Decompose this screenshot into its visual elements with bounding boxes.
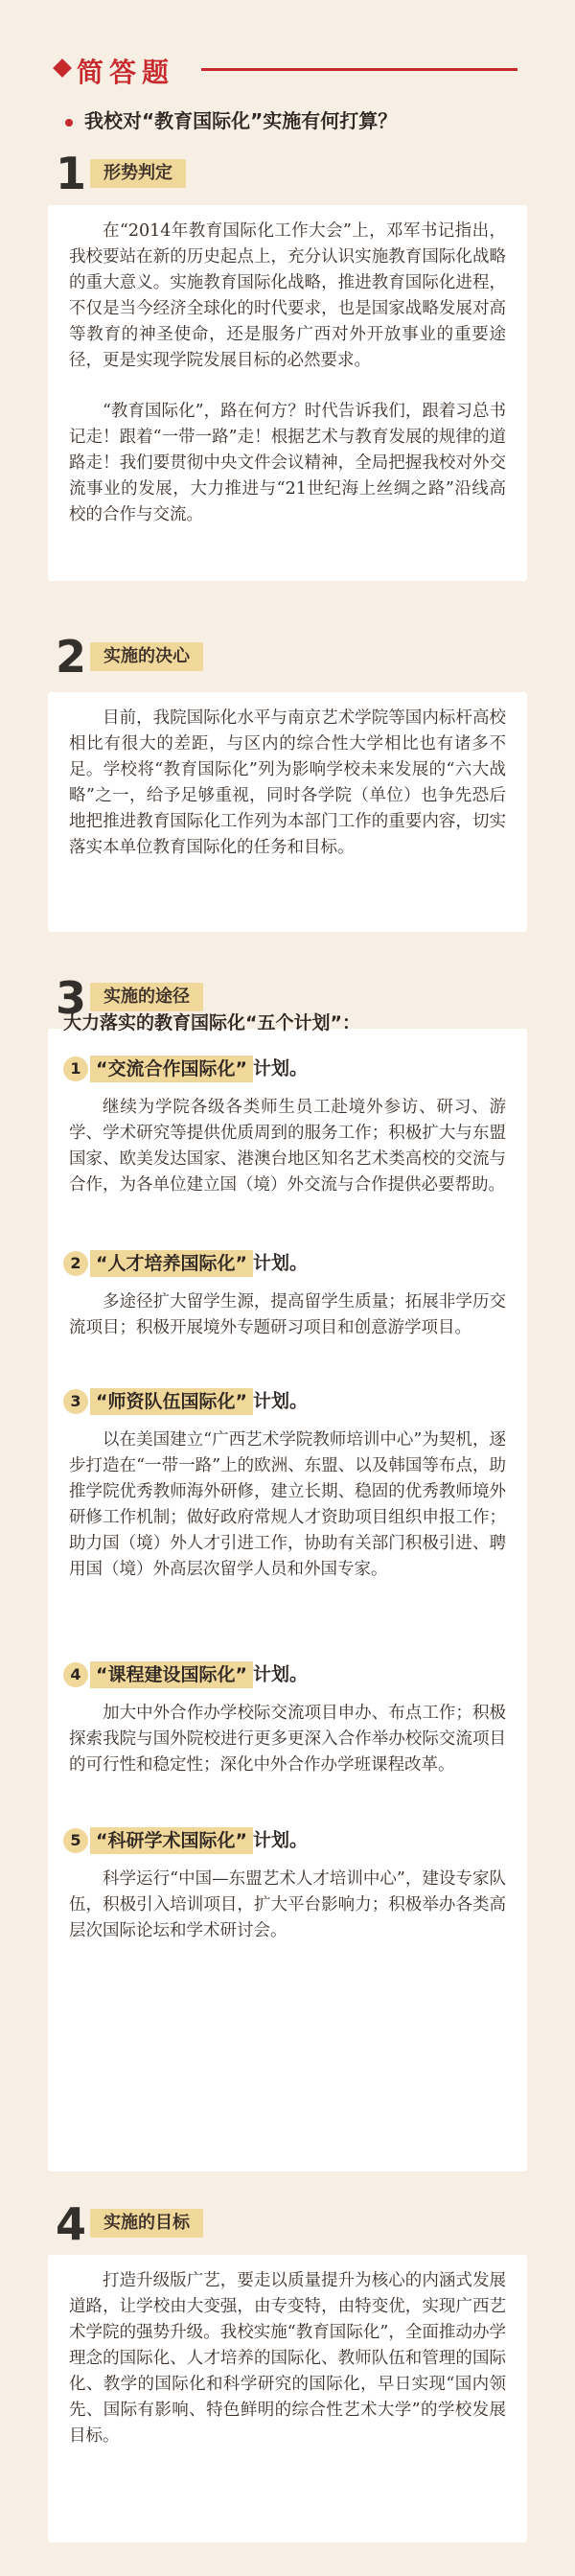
plan-2-suffix: 计划。 (252, 1252, 308, 1274)
section-4-paragraph: 打造升级版广艺，要走以质量提升为核心的内涵式发展道路，让学校由大变强，由专变特，由特变优，实现广西艺术学院的强势升级。我校实施“教育国际化”，全面推动办学理念的国际化、人才培养的国际化、教师队伍和管理的国际化、教学的国际化和科学研究的国际化，早日实现“国内领先、国际有影响、特色鲜明的综合性艺术大学”的学校发展目标。 (69, 2271, 506, 2446)
section-header (0, 40, 575, 98)
plan-3-title (63, 1387, 308, 1414)
section-1-paragraph-2: “教育国际化”，路在何方？时代告诉我们，跟着习总书记走！跟着“一带一路”走！根据艺术与教育发展的规律的道路走！我们要贯彻中央文件会议精神，全局把握我校对外交流事业的发展，大力推进与“21世纪海上丝绸之路”沿线高校的合作与交流。 (69, 402, 506, 524)
plan-5-number: 5 (63, 1828, 88, 1853)
section-4-number: 4 (56, 2198, 87, 2250)
section-4-tag: 实施的目标 (90, 2209, 203, 2238)
section-title: 简答题 (77, 57, 175, 88)
plan-2-name: “人才培养国际化” (90, 1250, 253, 1277)
plan-1-name: “交流合作国际化” (90, 1056, 253, 1082)
section-2-card (48, 692, 527, 932)
section-2-tag: 实施的决心 (90, 642, 203, 671)
plan-5-suffix: 计划。 (252, 1829, 308, 1851)
plan-5-text: 科学运行“中国—东盟艺术人才培训中心”，建设专家队伍，积极引入培训项目，扩大平台影响力；积极举办各类高层次国际论坛和学术研讨会。 (69, 1869, 506, 1940)
bullet-dot-icon (65, 119, 73, 127)
section-4-card (48, 2255, 527, 2542)
plan-4-text: 加大中外合作办学校际交流项目申办、布点工作；积极探索我院与国外院校进行更多更深入合作举办校际交流项目的可行性和稳定性；深化中外合作办学班课程改革。 (69, 1704, 506, 1775)
plan-3-suffix: 计划。 (252, 1390, 308, 1412)
plan-1-suffix: 计划。 (252, 1057, 308, 1079)
plan-1-body (48, 1087, 527, 1231)
section-1-card (48, 205, 527, 581)
diamond-icon (53, 58, 72, 78)
section-2-number: 2 (56, 631, 87, 683)
plan-1-title (63, 1055, 308, 1081)
plan-3-name: “师资队伍国际化” (90, 1388, 253, 1415)
section-2-paragraph: 目前，我院国际化水平与南京艺术学院等国内标杆高校相比有很大的差距，与区内的综合性大学相比也有诸多不足。学校将“教育国际化”列为影响学校未来发展的“六大战略”之一，给予足够重视，同时各学院（单位）也争先恐后地把推进教育国际化工作列为本部门工作的重要内容，切实落实本单位教育国际化的任务和目标。 (69, 708, 506, 857)
plan-5-body (48, 1859, 527, 1976)
plan-3-number: 3 (63, 1389, 88, 1414)
plan-3-body (48, 1420, 527, 1650)
plan-4-number: 4 (63, 1662, 88, 1687)
header-rule (201, 68, 518, 71)
plan-2-number: 2 (63, 1251, 88, 1276)
plan-5-title (63, 1826, 308, 1853)
section-1-tag: 形势判定 (90, 159, 186, 188)
question-text: 我校对“教育国际化”实施有何打算？ (84, 109, 398, 132)
five-plans-intro: 大力落实的教育国际化“五个计划”： (63, 1012, 360, 1033)
plan-4-name: “课程建设国际化” (90, 1661, 253, 1688)
section-3-number: 3 (56, 972, 87, 1024)
plan-4-body (48, 1693, 527, 1810)
plan-1-number: 1 (63, 1056, 88, 1081)
section-1-paragraph-1: 在“2014年教育国际化工作大会”上，邓军书记指出，我校要站在新的历史起点上，充分认识实施教育国际化战略的重大意义。实施教育国际化战略，推进教育国际化进程，不仅是当今经济全球化的时代要求，也是国家战略发展对高等教育的神圣使命，还是服务广西对外开放事业的重要途径，更是实现学院发展目标的必然要求。 (69, 221, 506, 370)
plan-2-text: 多途径扩大留学生源，提高留学生质量；拓展非学历交流项目；积极开展境外专题研习项目和创意游学项目。 (69, 1292, 506, 1337)
plan-3-text: 以在美国建立“广西艺术学院教师培训中心”为契机，逐步打造在“一带一路”上的欧洲、东盟、以及韩国等布点，助推学院优秀教师海外研修，建立长期、稳固的优秀教师境外研修工作机制；做好政府常规人才资助项目组织申报工作；助力国（境）外人才引进工作，协助有关部门积极引进、聘用国（境）外高层次留学人员和外国专家。 (69, 1430, 506, 1579)
section-1-number: 1 (56, 148, 87, 199)
plan-2-body (48, 1282, 527, 1374)
section-3-tag: 实施的途径 (90, 983, 203, 1011)
plan-4-title (63, 1660, 308, 1687)
question (65, 105, 397, 133)
plan-2-title (63, 1249, 308, 1276)
plan-1-text: 继续为学院各级各类师生员工赴境外参访、研习、游学、学术研究等提供优质周到的服务工作；积极扩大与东盟国家、欧美发达国家、港澳台地区知名艺术类高校的交流与合作，为各单位建立国（境）外交流与合作提供必要帮助。 (69, 1098, 506, 1195)
plan-4-suffix: 计划。 (252, 1663, 308, 1685)
plan-5-name: “科研学术国际化” (90, 1827, 253, 1854)
